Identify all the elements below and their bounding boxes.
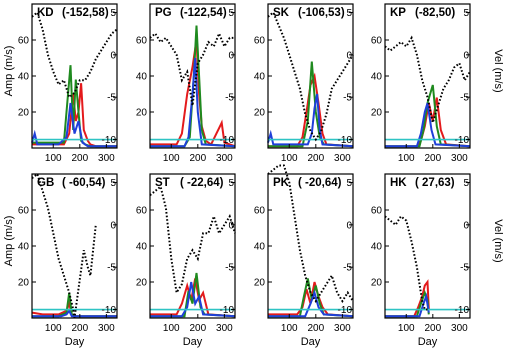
panel-pk — [254, 166, 353, 349]
series-velocity — [32, 13, 117, 98]
panel-station: KP — [390, 7, 406, 19]
series-velocity — [385, 216, 428, 309]
amp-tick-label: 20 — [135, 277, 147, 289]
x-axis-label: Day — [417, 336, 438, 348]
panel-st — [136, 174, 235, 348]
vel-tick-label: -5 — [225, 92, 234, 104]
vel-tick-label: 5 — [228, 7, 234, 19]
vel-tick-label: 0 — [463, 220, 469, 232]
panel-station: HK — [390, 177, 407, 189]
amp-tick-label: 20 — [135, 107, 147, 119]
vel-tick-label: -5 — [107, 262, 116, 274]
amp-tick-label: 40 — [370, 241, 382, 253]
day-tick-label: 300 — [334, 153, 351, 164]
vel-tick-label: -10 — [219, 135, 234, 147]
day-tick-label: 300 — [216, 323, 233, 334]
panel-sk — [254, 4, 353, 164]
panel-coords: (-82,50) — [415, 7, 456, 19]
vel-tick-label: -10 — [337, 135, 352, 147]
day-tick-label: 100 — [397, 153, 415, 164]
day-tick-label: 100 — [162, 153, 180, 164]
panel-station: SK — [273, 7, 289, 19]
panel-coords: (-152,58) — [62, 7, 109, 19]
vel-tick-label: 5 — [463, 7, 469, 19]
day-tick-label: 100 — [162, 323, 180, 334]
day-tick-label: 300 — [98, 323, 115, 334]
vel-tick-label: -10 — [454, 135, 469, 147]
day-tick-label: 100 — [397, 323, 415, 334]
x-axis-label: Day — [182, 336, 203, 348]
vel-tick-label: 5 — [346, 177, 352, 189]
vel-tick-label: -5 — [343, 262, 352, 274]
amp-tick-label: 20 — [253, 107, 265, 119]
vel-tick-label: -5 — [460, 262, 469, 274]
panel-coords: (-106,53) — [298, 7, 345, 19]
panel-station: PG — [155, 7, 172, 19]
vel-tick-label: 0 — [346, 50, 352, 62]
panel-coords: ( -60,54) — [62, 177, 106, 189]
vel-tick-label: -5 — [107, 92, 116, 104]
series-velocity — [32, 174, 96, 318]
day-tick-label: 200 — [424, 153, 442, 164]
panel-hk — [371, 174, 470, 348]
amp-tick-label: 40 — [17, 241, 29, 253]
plot-frame — [385, 4, 470, 148]
vel-tick-label: 5 — [228, 177, 234, 189]
vel-tick-label: 0 — [346, 220, 352, 232]
day-tick-label: 100 — [44, 153, 62, 164]
vel-tick-label: -5 — [225, 262, 234, 274]
panel-station: PK — [273, 177, 289, 189]
amp-tick-label: 40 — [253, 71, 265, 83]
x-axis-label: Day — [300, 336, 321, 348]
amp-tick-label: 60 — [253, 205, 265, 217]
panel-coords: ( -22,64) — [180, 177, 224, 189]
day-tick-label: 200 — [71, 323, 89, 334]
day-tick-label: 300 — [334, 323, 351, 334]
day-tick-label: 200 — [71, 153, 89, 164]
amp-tick-label: 60 — [135, 35, 147, 47]
amp-tick-label: 40 — [17, 71, 29, 83]
vel-tick-label: -10 — [219, 305, 234, 317]
right-axis-label-top: Vel (m/s) — [492, 49, 504, 93]
panel-kp — [371, 4, 470, 164]
day-tick-label: 300 — [98, 153, 115, 164]
amp-tick-label: 20 — [370, 107, 382, 119]
left-axis-label-top: Amp (m/s) — [3, 45, 15, 97]
amp-tick-label: 20 — [17, 107, 29, 119]
vel-tick-label: 0 — [228, 220, 234, 232]
day-tick-label: 200 — [189, 323, 207, 334]
amp-tick-label: 60 — [17, 205, 29, 217]
panel-coords: ( 27,63) — [415, 177, 455, 189]
vel-tick-label: -10 — [101, 135, 116, 147]
panel-gb — [18, 174, 117, 348]
left-axis-label-bottom: Amp (m/s) — [3, 215, 15, 267]
vel-tick-label: -5 — [343, 92, 352, 104]
vel-tick-label: 0 — [110, 220, 116, 232]
vel-tick-label: 0 — [463, 50, 469, 62]
day-tick-label: 200 — [307, 153, 325, 164]
day-tick-label: 200 — [424, 323, 442, 334]
amp-tick-label: 20 — [17, 277, 29, 289]
day-tick-label: 200 — [307, 323, 325, 334]
amp-tick-label: 60 — [370, 35, 382, 47]
day-tick-label: 300 — [216, 153, 233, 164]
amp-tick-label: 20 — [370, 277, 382, 289]
right-axis-label-bottom: Vel (m/s) — [492, 219, 504, 263]
panel-pg — [136, 4, 235, 164]
day-tick-label: 300 — [451, 323, 468, 334]
day-tick-label: 300 — [451, 153, 468, 164]
amp-tick-label: 40 — [135, 241, 147, 253]
amp-tick-label: 20 — [253, 277, 265, 289]
amp-tick-label: 60 — [370, 205, 382, 217]
day-tick-label: 200 — [189, 153, 207, 164]
vel-tick-label: -5 — [460, 92, 469, 104]
vel-tick-label: -10 — [101, 305, 116, 317]
series-velocity — [150, 187, 235, 293]
x-axis-label: Day — [64, 336, 85, 348]
vel-tick-label: 5 — [110, 177, 116, 189]
day-tick-label: 100 — [280, 153, 298, 164]
panel-station: ST — [155, 177, 170, 189]
series-green — [268, 62, 353, 147]
panel-coords: (-122,54) — [180, 7, 227, 19]
panel-station: GB — [37, 177, 55, 189]
day-tick-label: 100 — [44, 323, 62, 334]
amp-tick-label: 40 — [253, 241, 265, 253]
panel-kd — [18, 4, 117, 164]
vel-tick-label: 5 — [346, 7, 352, 19]
amp-tick-label: 40 — [370, 71, 382, 83]
vel-tick-label: -10 — [337, 305, 352, 317]
amp-tick-label: 60 — [253, 35, 265, 47]
amp-tick-label: 40 — [135, 71, 147, 83]
vel-tick-label: 0 — [110, 50, 116, 62]
panel-coords: ( -20,64) — [298, 177, 342, 189]
panel-station: KD — [37, 7, 54, 19]
vel-tick-label: 5 — [463, 177, 469, 189]
vel-tick-label: 5 — [110, 7, 116, 19]
vel-tick-label: -10 — [454, 305, 469, 317]
amp-tick-label: 60 — [17, 35, 29, 47]
vel-tick-label: 0 — [228, 50, 234, 62]
amp-tick-label: 60 — [135, 205, 147, 217]
day-tick-label: 100 — [280, 323, 298, 334]
